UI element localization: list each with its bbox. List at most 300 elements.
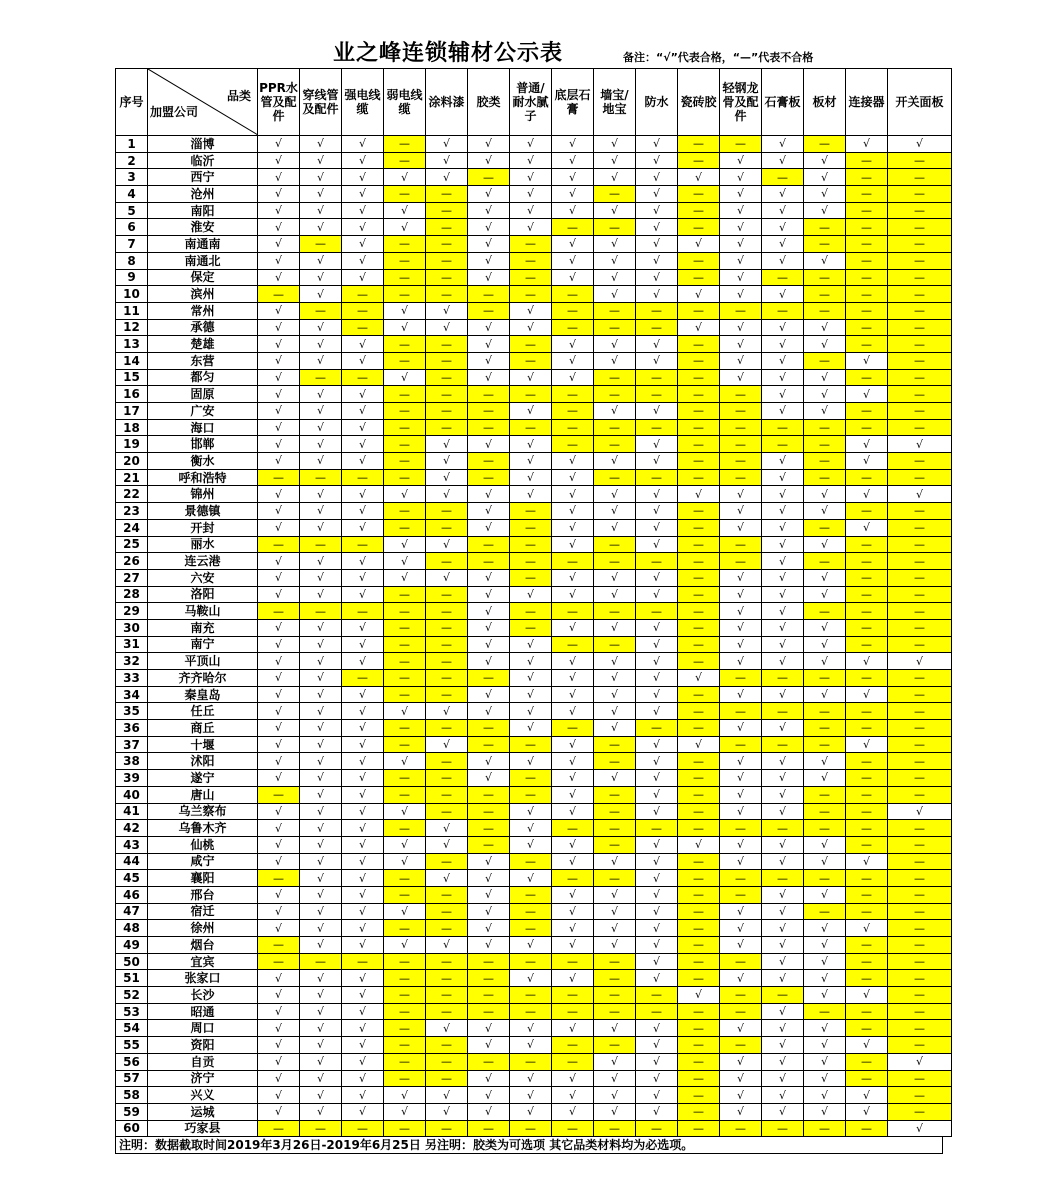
pass-mark: √ (762, 319, 804, 336)
fail-mark: — (384, 1020, 426, 1037)
fail-mark: — (846, 953, 888, 970)
fail-mark: — (510, 569, 552, 586)
fail-mark: — (678, 786, 720, 803)
fail-mark: — (384, 352, 426, 369)
fail-mark: — (426, 419, 468, 436)
fail-mark: — (258, 469, 300, 486)
pass-mark: √ (426, 1103, 468, 1120)
pass-mark: √ (258, 403, 300, 420)
row-seq: 15 (116, 369, 148, 386)
fail-mark: — (342, 603, 384, 620)
pass-mark: √ (552, 336, 594, 353)
fail-mark: — (636, 603, 678, 620)
pass-mark: √ (762, 136, 804, 153)
pass-mark: √ (342, 202, 384, 219)
fail-mark: — (846, 419, 888, 436)
fail-mark: — (594, 753, 636, 770)
fail-mark: — (888, 286, 952, 303)
pass-mark: √ (552, 569, 594, 586)
fail-mark: — (384, 453, 426, 470)
pass-mark: √ (258, 1020, 300, 1037)
table-row (116, 519, 952, 536)
row-seq: 51 (116, 970, 148, 987)
pass-mark: √ (552, 786, 594, 803)
pass-mark: √ (468, 1103, 510, 1120)
fail-mark: — (762, 302, 804, 319)
pass-mark: √ (552, 169, 594, 186)
pass-mark: √ (804, 1053, 846, 1070)
pass-mark: √ (384, 853, 426, 870)
pass-mark: √ (720, 853, 762, 870)
pass-mark: √ (300, 152, 342, 169)
pass-mark: √ (510, 1087, 552, 1104)
fail-mark: — (594, 970, 636, 987)
pass-mark: √ (300, 219, 342, 236)
fail-mark: — (468, 302, 510, 319)
fail-mark: — (678, 202, 720, 219)
fail-mark: — (888, 186, 952, 203)
pass-mark: √ (258, 503, 300, 520)
pass-mark: √ (342, 219, 384, 236)
pass-mark: √ (426, 1020, 468, 1037)
pass-mark: √ (594, 136, 636, 153)
fail-mark: — (888, 469, 952, 486)
fail-mark: — (888, 853, 952, 870)
pass-mark: √ (426, 136, 468, 153)
pass-mark: √ (720, 903, 762, 920)
fail-mark: — (678, 336, 720, 353)
fail-mark: — (384, 670, 426, 687)
fail-mark: — (594, 953, 636, 970)
pass-mark: √ (678, 319, 720, 336)
fail-mark: — (846, 586, 888, 603)
fail-mark: — (804, 803, 846, 820)
pass-mark: √ (426, 736, 468, 753)
pass-mark: √ (258, 302, 300, 319)
pass-mark: √ (846, 1087, 888, 1104)
row-seq: 34 (116, 686, 148, 703)
table-row (116, 1020, 952, 1037)
header-row (116, 69, 952, 136)
fail-mark: — (300, 469, 342, 486)
pass-mark: √ (552, 136, 594, 153)
fail-mark: — (720, 1120, 762, 1137)
fail-mark: — (552, 1037, 594, 1054)
fail-mark: — (594, 1003, 636, 1020)
pass-mark: √ (594, 920, 636, 937)
pass-mark: √ (468, 352, 510, 369)
pass-mark: √ (510, 720, 552, 737)
row-company: 资阳 (148, 1037, 258, 1054)
pass-mark: √ (510, 1070, 552, 1087)
pass-mark: √ (552, 519, 594, 536)
pass-mark: √ (300, 786, 342, 803)
fail-mark: — (804, 720, 846, 737)
pass-mark: √ (300, 970, 342, 987)
pass-mark: √ (468, 636, 510, 653)
pass-mark: √ (468, 903, 510, 920)
pass-mark: √ (300, 653, 342, 670)
fail-mark: — (552, 820, 594, 837)
row-seq: 32 (116, 653, 148, 670)
pass-mark: √ (804, 1037, 846, 1054)
fail-mark: — (888, 1070, 952, 1087)
fail-mark: — (888, 937, 952, 954)
fail-mark: — (552, 302, 594, 319)
pass-mark: √ (594, 519, 636, 536)
fail-mark: — (804, 670, 846, 687)
fail-mark: — (678, 369, 720, 386)
pass-mark: √ (552, 903, 594, 920)
fail-mark: — (678, 436, 720, 453)
pass-mark: √ (258, 269, 300, 286)
fail-mark: — (384, 970, 426, 987)
pass-mark: √ (594, 653, 636, 670)
pass-mark: √ (300, 519, 342, 536)
fail-mark: — (552, 1003, 594, 1020)
pass-mark: √ (468, 436, 510, 453)
pass-mark: √ (300, 920, 342, 937)
fail-mark: — (426, 853, 468, 870)
fail-mark: — (846, 803, 888, 820)
pass-mark: √ (552, 970, 594, 987)
fail-mark: — (510, 252, 552, 269)
pass-mark: √ (888, 136, 952, 153)
pass-mark: √ (342, 636, 384, 653)
fail-mark: — (846, 403, 888, 420)
fail-mark: — (636, 987, 678, 1004)
row-company: 都匀 (148, 369, 258, 386)
pass-mark: √ (636, 136, 678, 153)
fail-mark: — (468, 786, 510, 803)
pass-mark: √ (678, 286, 720, 303)
pass-mark: √ (300, 586, 342, 603)
fail-mark: — (678, 686, 720, 703)
row-company: 固原 (148, 386, 258, 403)
row-seq: 48 (116, 920, 148, 937)
pass-mark: √ (720, 186, 762, 203)
fail-mark: — (720, 136, 762, 153)
pass-mark: √ (258, 1070, 300, 1087)
pass-mark: √ (426, 436, 468, 453)
pass-mark: √ (300, 1103, 342, 1120)
pass-mark: √ (258, 670, 300, 687)
footer-note: 注明：数据截取时间2019年3月26日-2019年6月25日 另注明：胶类为可选项 其它品类材料均为必选项。 (115, 1137, 943, 1154)
fail-mark: — (384, 619, 426, 636)
pass-mark: √ (804, 937, 846, 954)
fail-mark: — (426, 1070, 468, 1087)
pass-mark: √ (636, 586, 678, 603)
pass-mark: √ (636, 252, 678, 269)
row-seq: 25 (116, 536, 148, 553)
pass-mark: √ (636, 436, 678, 453)
row-seq: 54 (116, 1020, 148, 1037)
fail-mark: — (678, 252, 720, 269)
table-row (116, 753, 952, 770)
pass-mark: √ (594, 286, 636, 303)
pass-mark: √ (258, 136, 300, 153)
fail-mark: — (468, 803, 510, 820)
fail-mark: — (426, 286, 468, 303)
fail-mark: — (552, 953, 594, 970)
fail-mark: — (468, 836, 510, 853)
pass-mark: √ (300, 619, 342, 636)
pass-mark: √ (804, 336, 846, 353)
pass-mark: √ (258, 619, 300, 636)
pass-mark: √ (552, 920, 594, 937)
category-header: 底层石膏 (552, 69, 594, 136)
pass-mark: √ (636, 236, 678, 253)
table-row (116, 152, 952, 169)
pass-mark: √ (300, 186, 342, 203)
sheet (115, 34, 943, 1154)
fail-mark: — (594, 436, 636, 453)
pass-mark: √ (426, 469, 468, 486)
pass-mark: √ (720, 836, 762, 853)
pass-mark: √ (846, 352, 888, 369)
fail-mark: — (888, 870, 952, 887)
fail-mark: — (384, 1070, 426, 1087)
fail-mark: — (384, 336, 426, 353)
pass-mark: √ (804, 403, 846, 420)
pass-mark: √ (300, 336, 342, 353)
fail-mark: — (678, 603, 720, 620)
fail-mark: — (804, 820, 846, 837)
pass-mark: √ (636, 352, 678, 369)
fail-mark: — (384, 269, 426, 286)
fail-mark: — (888, 886, 952, 903)
row-seq: 42 (116, 820, 148, 837)
pass-mark: √ (552, 586, 594, 603)
pass-mark: √ (426, 870, 468, 887)
pass-mark: √ (384, 753, 426, 770)
fail-mark: — (300, 369, 342, 386)
fail-mark: — (552, 636, 594, 653)
fail-mark: — (678, 1087, 720, 1104)
pass-mark: √ (258, 319, 300, 336)
fail-mark: — (552, 553, 594, 570)
fail-mark: — (510, 886, 552, 903)
fail-mark: — (888, 453, 952, 470)
row-company: 张家口 (148, 970, 258, 987)
pass-mark: √ (636, 169, 678, 186)
pass-mark: √ (342, 703, 384, 720)
pass-mark: √ (510, 586, 552, 603)
fail-mark: — (552, 286, 594, 303)
fail-mark: — (426, 503, 468, 520)
table-row (116, 302, 952, 319)
fail-mark: — (720, 820, 762, 837)
fail-mark: — (594, 469, 636, 486)
fail-mark: — (426, 753, 468, 770)
category-header: 防水 (636, 69, 678, 136)
fail-mark: — (888, 569, 952, 586)
pass-mark: √ (594, 152, 636, 169)
pass-mark: √ (342, 836, 384, 853)
pass-mark: √ (804, 152, 846, 169)
pass-mark: √ (804, 536, 846, 553)
fail-mark: — (636, 469, 678, 486)
table-row (116, 136, 952, 153)
fail-mark: — (384, 403, 426, 420)
pass-mark: √ (762, 619, 804, 636)
fail-mark: — (594, 553, 636, 570)
pass-mark: √ (300, 886, 342, 903)
pass-mark: √ (762, 836, 804, 853)
fail-mark: — (384, 469, 426, 486)
table-row (116, 953, 952, 970)
fail-mark: — (468, 169, 510, 186)
row-company: 常州 (148, 302, 258, 319)
fail-mark: — (846, 369, 888, 386)
pass-mark: √ (636, 619, 678, 636)
fail-mark: — (594, 786, 636, 803)
fail-mark: — (510, 853, 552, 870)
pass-mark: √ (258, 453, 300, 470)
pass-mark: √ (804, 202, 846, 219)
pass-mark: √ (342, 736, 384, 753)
pass-mark: √ (384, 1103, 426, 1120)
row-company: 沭阳 (148, 753, 258, 770)
fail-mark: — (762, 820, 804, 837)
pass-mark: √ (762, 903, 804, 920)
fail-mark: — (552, 603, 594, 620)
pass-mark: √ (342, 336, 384, 353)
pass-mark: √ (468, 870, 510, 887)
pass-mark: √ (300, 436, 342, 453)
fail-mark: — (846, 302, 888, 319)
fail-mark: — (468, 953, 510, 970)
fail-mark: — (468, 419, 510, 436)
fail-mark: — (888, 903, 952, 920)
pass-mark: √ (426, 703, 468, 720)
row-seq: 29 (116, 603, 148, 620)
fail-mark: — (678, 453, 720, 470)
fail-mark: — (846, 286, 888, 303)
fail-mark: — (678, 152, 720, 169)
table-row (116, 186, 952, 203)
fail-mark: — (468, 286, 510, 303)
pass-mark: √ (846, 1037, 888, 1054)
row-seq: 20 (116, 453, 148, 470)
pass-mark: √ (804, 1103, 846, 1120)
fail-mark: — (510, 619, 552, 636)
pass-mark: √ (804, 987, 846, 1004)
fail-mark: — (804, 603, 846, 620)
table-row (116, 419, 952, 436)
pass-mark: √ (762, 252, 804, 269)
pass-mark: √ (426, 453, 468, 470)
pass-mark: √ (888, 436, 952, 453)
pass-mark: √ (762, 586, 804, 603)
pass-mark: √ (384, 169, 426, 186)
pass-mark: √ (258, 236, 300, 253)
fail-mark: — (384, 436, 426, 453)
pass-mark: √ (804, 569, 846, 586)
fail-mark: — (384, 386, 426, 403)
pass-mark: √ (762, 770, 804, 787)
row-seq: 36 (116, 720, 148, 737)
pass-mark: √ (762, 519, 804, 536)
fail-mark: — (846, 870, 888, 887)
pass-mark: √ (720, 269, 762, 286)
fail-mark: — (300, 1120, 342, 1137)
row-company: 昭通 (148, 1003, 258, 1020)
row-seq: 2 (116, 152, 148, 169)
row-company: 乌兰察布 (148, 803, 258, 820)
pass-mark: √ (720, 1103, 762, 1120)
pass-mark: √ (342, 820, 384, 837)
row-seq: 6 (116, 219, 148, 236)
row-company: 运城 (148, 1103, 258, 1120)
pass-mark: √ (762, 236, 804, 253)
fail-mark: — (888, 319, 952, 336)
pass-mark: √ (426, 169, 468, 186)
fail-mark: — (888, 670, 952, 687)
pass-mark: √ (342, 686, 384, 703)
category-header: 涂料漆 (426, 69, 468, 136)
pass-mark: √ (300, 453, 342, 470)
category-header: 普通/耐水腻子 (510, 69, 552, 136)
fail-mark: — (552, 403, 594, 420)
pass-mark: √ (300, 286, 342, 303)
pass-mark: √ (510, 1103, 552, 1120)
pass-mark: √ (762, 970, 804, 987)
pass-mark: √ (762, 603, 804, 620)
category-header: 开关面板 (888, 69, 952, 136)
row-seq: 57 (116, 1070, 148, 1087)
fail-mark: — (342, 319, 384, 336)
pass-mark: √ (720, 569, 762, 586)
pass-mark: √ (510, 319, 552, 336)
row-company: 丽水 (148, 536, 258, 553)
pass-mark: √ (804, 920, 846, 937)
table-row (116, 469, 952, 486)
pass-mark: √ (342, 1087, 384, 1104)
pass-mark: √ (468, 319, 510, 336)
pass-mark: √ (594, 1087, 636, 1104)
fail-mark: — (888, 269, 952, 286)
fail-mark: — (426, 920, 468, 937)
fail-mark: — (678, 937, 720, 954)
row-company: 邯郸 (148, 436, 258, 453)
pass-mark: √ (468, 1020, 510, 1037)
seq-header: 序号 (116, 69, 148, 136)
row-seq: 46 (116, 886, 148, 903)
pass-mark: √ (594, 1053, 636, 1070)
pass-mark: √ (552, 703, 594, 720)
table-row (116, 903, 952, 920)
pass-mark: √ (300, 736, 342, 753)
fail-mark: — (720, 386, 762, 403)
table-row (116, 836, 952, 853)
pass-mark: √ (594, 503, 636, 520)
pass-mark: √ (300, 136, 342, 153)
fail-mark: — (678, 953, 720, 970)
fail-mark: — (804, 903, 846, 920)
fail-mark: — (552, 987, 594, 1004)
row-company: 平顶山 (148, 653, 258, 670)
pass-mark: √ (846, 486, 888, 503)
fail-mark: — (678, 403, 720, 420)
pass-mark: √ (552, 469, 594, 486)
pass-mark: √ (342, 1020, 384, 1037)
fail-mark: — (678, 519, 720, 536)
pass-mark: √ (300, 1070, 342, 1087)
pass-mark: √ (552, 486, 594, 503)
row-company: 商丘 (148, 720, 258, 737)
pass-mark: √ (594, 1103, 636, 1120)
